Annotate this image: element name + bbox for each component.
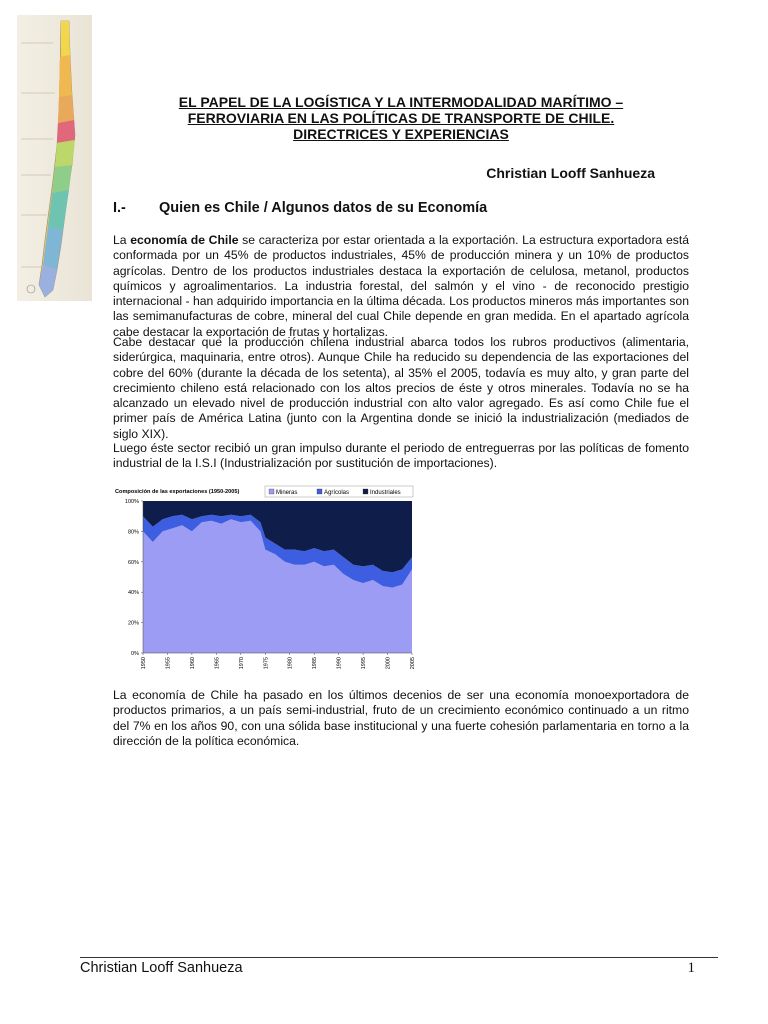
y-tick-label: 40%	[127, 590, 139, 597]
x-tick-label: 1975	[263, 657, 270, 670]
title-line-1: EL PAPEL DE LA LOGÍSTICA Y LA INTERMODALIDAD MARÍTIMO –	[178, 94, 624, 110]
x-tick-label: 2000	[385, 657, 392, 670]
y-tick-label: 0%	[131, 651, 139, 657]
title-line-2: FERROVIARIA EN LAS POLÍTICAS DE TRANSPORTE DE CHILE.	[187, 110, 615, 126]
section-heading	[113, 200, 487, 216]
x-tick-label: 1995	[361, 657, 368, 670]
x-tick-label: 1990	[336, 657, 343, 670]
chile-map-image	[17, 15, 92, 301]
x-tick-label: 1955	[165, 657, 172, 670]
page-number: 1	[687, 960, 695, 976]
title-line-3: DIRECTRICES Y EXPERIENCIAS	[293, 126, 509, 142]
paragraph-4: La economía de Chile ha pasado en los últimos decenios de ser una economía monoexportadora de productos primarios, a un país semi-industrial, fruto de un crecimiento económico continuado a un ritmo del 7% en los años 90, con una sólida base institucional y una fuerte cohesión parlamentaria en torno a la dirección de la política económica.	[113, 688, 689, 748]
chart-plot-area	[143, 501, 412, 653]
legend-label-1: Mineras	[276, 490, 298, 496]
y-tick-label: 80%	[127, 529, 139, 536]
author-name: Christian Looff Sanhueza	[486, 165, 655, 181]
x-tick-label: 1970	[238, 657, 245, 670]
x-tick-label: 1960	[189, 657, 196, 670]
chart-legend	[269, 489, 401, 496]
x-tick-label: 1980	[287, 657, 294, 670]
chart-svg	[113, 485, 415, 675]
exports-composition-chart	[113, 485, 415, 675]
y-tick-label: 100%	[124, 499, 139, 505]
chart-x-axis	[141, 653, 416, 669]
paragraph-1-rest: se caracteriza por estar orientada a la exportación. La estructura exportadora está conformada por un 45% de productos industriales, 45% de producción minera y un 10% de productos agrícolas. Dentro de los productos industriales destaca la exportación de celulosa, metanol, productos químicos y agroalimentarios. La industria forestal, del salmón y el vino - de reconocido prestigio internacional - han adquirido importancia en la última década. Los productos mineros más importantes son las semimanufacturas de cobre, mineral del cual Chile depende en gran medida. En el apartado agrícola cabe destacar la exportación de frutas y hortalizas.	[113, 233, 689, 339]
paragraph-1-bold: economía de Chile	[130, 233, 239, 247]
chile-map-svg	[17, 15, 92, 301]
paragraph-1-intro: La	[113, 233, 131, 247]
paragraph-1	[113, 233, 689, 340]
legend-swatch-1	[269, 489, 274, 494]
x-tick-label: 1985	[312, 657, 319, 670]
document-title	[113, 94, 689, 142]
legend-swatch-2	[317, 489, 322, 494]
paragraph-2: Cabe destacar que la producción chilena industrial abarca todos los rubros productivos (alimentaria, siderúrgica, maquinaria, entre otros). Aunque Chile ha reducido su dependencia de las exportaciones del cobre del 60% (durante la década de los setenta), al 35% el 2005, todavía es muy alto, y gran parte del crecimiento chileno está relacionado con los altos precios de éste y otros minerales. Todavía no se ha alcanzado un elevado nivel de producción industrial con alto valor agregado. Es así como Chile fue el primer país de América Latina (junto con la Argentina donde se inició la industrialización (mediados de siglo XIX).	[113, 335, 689, 441]
legend-label-2: Agrícolas	[324, 490, 350, 496]
y-tick-label: 60%	[127, 559, 139, 566]
paragraph-3: Luego éste sector recibió un gran impulso durante el periodo de entreguerras por las políticas de fomento industrial de la I.S.I (Industrialización por sustitución de importaciones).	[113, 441, 689, 471]
legend-swatch-3	[363, 489, 368, 494]
section-number: I.-	[113, 200, 126, 216]
footer-author: Christian Looff Sanhueza	[80, 960, 243, 976]
footer-divider	[80, 957, 718, 958]
chart-y-axis	[125, 499, 143, 657]
x-tick-label: 1965	[214, 657, 221, 670]
x-tick-label: 1950	[141, 657, 147, 670]
legend-label-3: Industriales	[370, 490, 401, 496]
y-tick-label: 20%	[127, 620, 139, 627]
compass-icon	[27, 285, 35, 293]
x-tick-label: 2005	[410, 657, 416, 670]
chart-title: Composición de las exportaciones (1950-2005)	[115, 489, 240, 495]
section-title: Quien es Chile / Algunos datos de su Economía	[159, 200, 488, 216]
